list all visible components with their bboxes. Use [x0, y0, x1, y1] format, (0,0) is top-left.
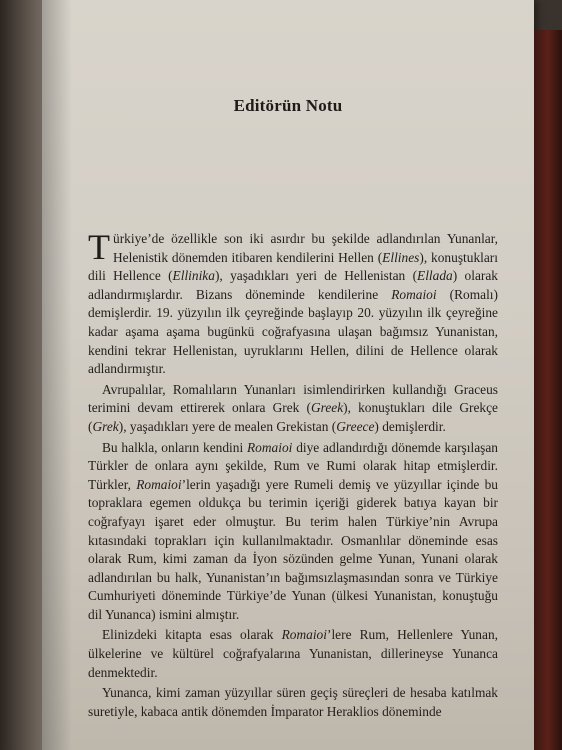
italic-term: Greece	[336, 418, 375, 434]
text-run: (Romalı) demişlerdir. 19. yüzyılın ilk çeyreğinde başlayıp 20. yüzyılın ilk çeyreğine kadar aşama aşama bugünkü coğrafyasına ulaşan bağımsız Yunanistan, kendini tekrar Hellenistan, uyruklarını Hellen, dilini de Hellence olarak adlandırmıştır.	[88, 286, 498, 377]
text-run: Bu halkla, onların kendini	[102, 439, 247, 455]
text-run: ), konuştukları dili Hellence (	[88, 249, 498, 284]
book-cover-edge	[534, 30, 562, 750]
text-run: Avrupalılar, Romalıların Yunanları isimlendirirken kullandığı Graceus terimini devam ettirerek onlara Grek (	[88, 381, 498, 416]
text-run: ), yaşadıkları yeri de Hellenistan (	[214, 268, 418, 284]
text-run: Yunanca, kimi zaman yüzyıllar süren geçiş süreçleri de hesaba katılmak suretiyle, kabaca antik dönemden İmparator Heraklios döneminde	[88, 685, 498, 719]
paragraph	[88, 381, 498, 437]
italic-term: Ellinika	[172, 268, 215, 284]
text-run: Elinizdeki kitapta esas olarak	[102, 627, 282, 643]
italic-term: Ellada	[417, 268, 453, 284]
text-run: ), konuştukları dile Grekçe (	[88, 400, 498, 434]
body-text	[88, 227, 499, 723]
italic-term: Romaioi	[247, 439, 293, 455]
paragraph	[88, 227, 498, 379]
text-run: ’lerin yaşadığı yere Rumeli demiş ve yüzyıllar içinde bu topraklara egemen oldukça bu terimin içeriği giderek batıya kayan bir coğrafyayı işaret eder olmuştur. Bu terim halen Türkiye’nin Avrupa kıtasındaki toprakları için kullanılmaktadır. Osmanlılar döneminde esas olarak Rum, kimi zaman da İyon sözünden gelme Yunan, Yunani olarak adlandırılan bu halk, Yunanistan’ın bağımsızlaşmasından sonra ve Türkiye Cumhuriyeti döneminde Türkiye’de Yunan (ülkesi Yunanistan, konuştuğu dil Yunanca) ismini almıştır.	[88, 476, 499, 622]
text-run: ) olarak adlandırmışlardır. Bizans döneminde kendilerine	[88, 268, 498, 302]
italic-term: Greek	[310, 400, 344, 416]
paragraph	[88, 684, 498, 721]
italic-term: Romaioi	[136, 476, 182, 492]
page-title: Editörün Notu	[233, 96, 343, 115]
text-run: ) demişlerdir.	[374, 418, 446, 434]
italic-term: Romaioi	[281, 627, 327, 643]
text-run: ), yaşadıkları yere de mealen Grekistan (	[118, 418, 337, 434]
italic-term: Romaioi	[391, 286, 437, 302]
text-run: diye adlandırdığı dönemde karşılaşan Türkler de onlara aynı şekilde, Rum ve Rumi olarak hitap etmişlerdir. Türkler,	[88, 439, 498, 492]
paragraph	[88, 626, 498, 682]
italic-term: Ellines	[382, 249, 420, 265]
paragraph	[88, 439, 498, 625]
text-run: ürkiye’de özellikle son iki asırdır bu şekilde adlandırılan Yunanlar, Helenistik dönemden itibaren kendilerini Hellen (	[113, 231, 498, 265]
facing-page-edge	[0, 0, 48, 750]
italic-term: Grek	[92, 418, 119, 434]
drop-cap: T	[88, 227, 110, 267]
text-run: ’lere Rum, Hellenlere Yunan, ülkelerine ve kültürel coğrafyalarına Yunanistan, dillerineyse Yunanca denmektedir.	[88, 627, 498, 680]
